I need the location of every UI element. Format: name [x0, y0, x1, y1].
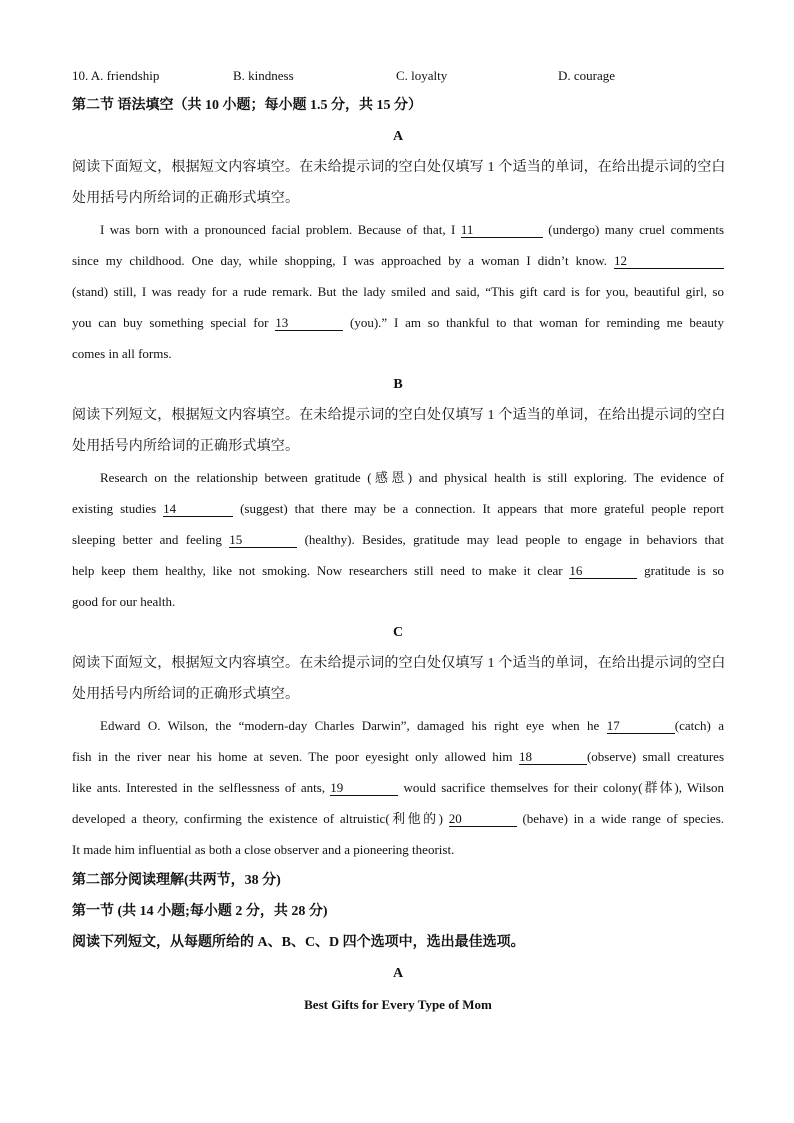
passage-a-line-2	[72, 245, 724, 276]
passage-a-instruction-1: 阅读下面短文，根据短文内容填空。在未给提示词的空白处仅填写 1 个适当的单词，在给出提示词的空白	[72, 160, 726, 175]
passage-c-line-4	[72, 803, 724, 834]
passage-a-letter: A	[392, 129, 404, 144]
question-10-options	[72, 62, 724, 90]
blank-15: 15	[229, 533, 297, 548]
text: (healthy). Besides, gratitude may lead people to engage in behaviors that	[304, 532, 724, 547]
option-d: D. courage	[558, 68, 616, 83]
text: you can buy something special for	[72, 315, 269, 330]
passage-a-line-3: (stand) still, I was ready for a rude remark. But the lady smiled and said, “This gift card is for you, beautiful girl, so	[72, 284, 724, 299]
blank-13: 13	[275, 316, 343, 331]
section-1-title: 第一节 (共 14 小题;每小题 2 分，共 28 分)	[72, 904, 328, 919]
passage-b-instruction-2: 处用括号内所给词的正确形式填空。	[72, 439, 300, 454]
text: (suggest) that there may be a connection. It appears that more grateful people report	[240, 501, 725, 516]
passage-b-line-2	[72, 493, 724, 524]
exam-page	[72, 62, 724, 1020]
passage-b-line-5: good for our health.	[72, 594, 176, 609]
text: like ants. Interested in the selflessness of ants,	[72, 780, 326, 795]
passage-b-line-4	[72, 555, 724, 586]
text: gratitude is so	[644, 563, 725, 578]
text: would sacrifice themselves for their colony(群体), Wilson	[403, 780, 725, 795]
section-2-title: 第二节 语法填空（共 10 小题；每小题 1.5 分，共 15 分）	[72, 98, 422, 113]
text: sleeping better and feeling	[72, 532, 222, 547]
text: (undergo) many cruel comments	[548, 222, 725, 237]
text: I was born with a pronounced facial problem. Because of that, I	[100, 222, 456, 237]
passage-c-instruction-1: 阅读下面短文，根据短文内容填空。在未给提示词的空白处仅填写 1 个适当的单词，在给出提示词的空白	[72, 656, 726, 671]
passage-a-instruction-2: 处用括号内所给词的正确形式填空。	[72, 191, 300, 206]
blank-14: 14	[163, 502, 233, 517]
passage-a-line-5: comes in all forms.	[72, 346, 172, 361]
passage-c-line-3	[72, 772, 724, 803]
passage-c-line-2	[72, 741, 724, 772]
blank-19: 19	[330, 781, 398, 796]
text: (catch) a	[674, 718, 724, 733]
text: existing studies	[72, 501, 157, 516]
passage-c-letter: C	[392, 625, 404, 640]
passage-c-line-5: It made him influential as both a close observer and a pioneering theorist.	[72, 842, 455, 857]
passage-c-instruction-2: 处用括号内所给词的正确形式填空。	[72, 687, 300, 702]
reading-a-title: Best Gifts for Every Type of Mom	[304, 997, 492, 1012]
passage-b-line-3	[72, 524, 724, 555]
passage-a-line-4	[72, 307, 724, 338]
text: (you).” I am so thankful to that woman for reminding me beauty	[350, 315, 724, 330]
passage-a-line-1	[72, 214, 724, 245]
blank-12: 12	[614, 254, 724, 269]
option-a: 10. A. friendship	[72, 68, 160, 83]
text: (behave) in a wide range of species.	[522, 811, 725, 826]
text: developed a theory, confirming the existence of altruistic(利他的)	[72, 811, 443, 826]
passage-b-letter: B	[393, 377, 403, 392]
blank-18: 18	[519, 750, 587, 765]
option-b: B. kindness	[233, 68, 294, 83]
passage-c-line-1	[72, 710, 724, 741]
option-c: C. loyalty	[396, 68, 448, 83]
text: fish in the river near his home at seven. The poor eyesight only allowed him	[72, 749, 513, 764]
reading-instruction: 阅读下列短文，从每题所给的 A、B、C、D 四个选项中，选出最佳选项。	[72, 935, 525, 950]
text: help keep them healthy, like not smoking. Now researchers still need to make it clear	[72, 563, 563, 578]
blank-16: 16	[569, 564, 637, 579]
text: since my childhood. One day, while shopping, I was approached by a woman I didn’t know.	[72, 253, 607, 268]
passage-b-line-1: Research on the relationship between gratitude (感恩) and physical health is still exploring. The evidence of	[100, 470, 724, 485]
blank-11: 11	[461, 223, 543, 238]
part-2-title: 第二部分阅读理解(共两节，38 分)	[72, 873, 281, 888]
text: Edward O. Wilson, the “modern-day Charles Darwin”, damaged his right eye when he	[100, 718, 600, 733]
reading-a-letter: A	[392, 966, 404, 981]
blank-17: 17	[607, 719, 675, 734]
text: (observe) small creatures	[586, 749, 724, 764]
blank-20: 20	[449, 812, 517, 827]
passage-b-instruction-1: 阅读下列短文，根据短文内容填空。在未给提示词的空白处仅填写 1 个适当的单词，在给出提示词的空白	[72, 408, 726, 423]
